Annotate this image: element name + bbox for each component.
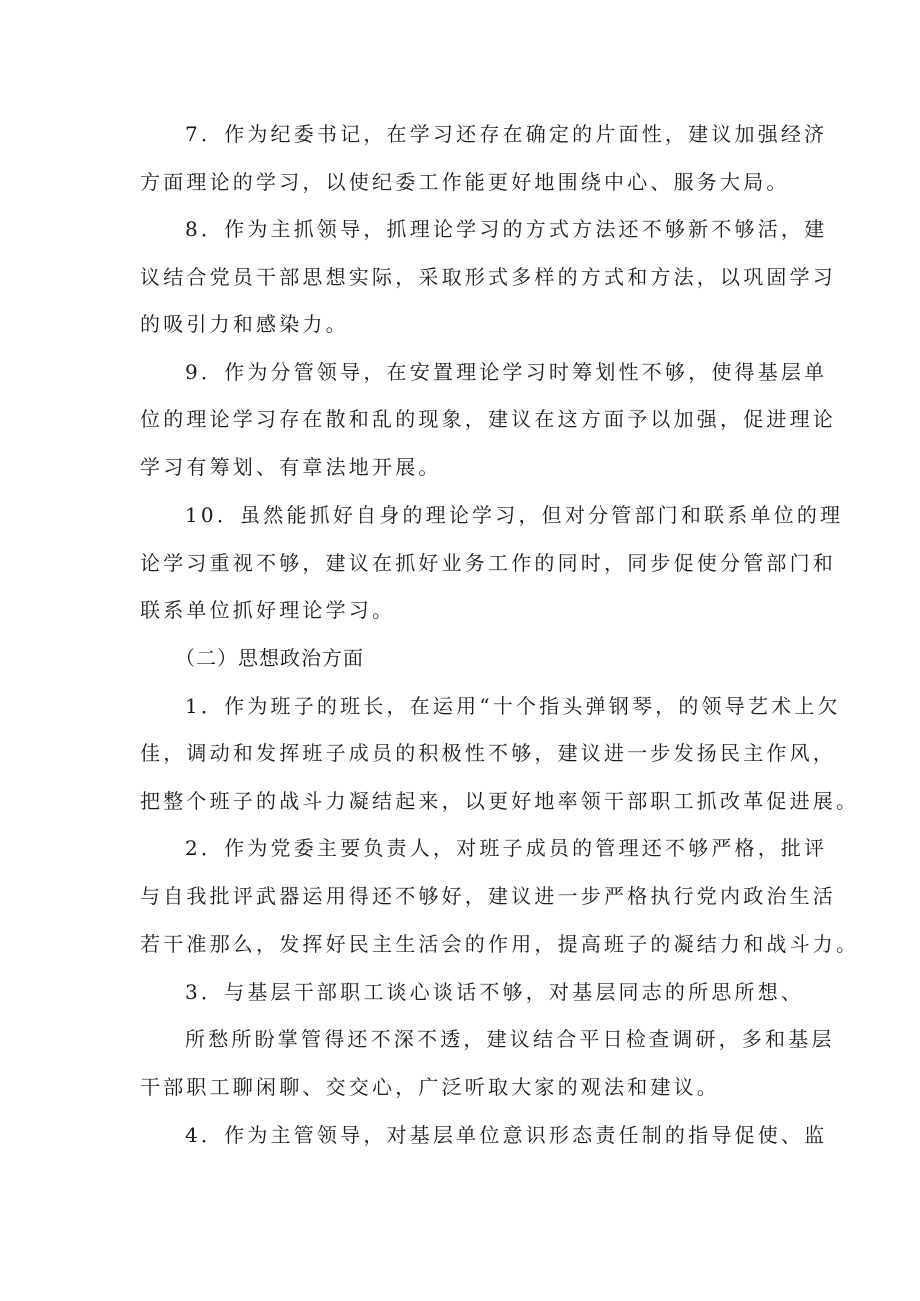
paragraph-1-line-2: 佳，调动和发挥班子成员的积极性不够，建议进一步发扬民主作风， <box>140 741 836 765</box>
paragraph-9-line-1: 9．作为分管领导，在安置理论学习时筹划性不够，使得基层单 <box>185 360 828 384</box>
paragraph-3-line-3: 干部职工聊闲聊、交交心，广泛听取大家的观法和建议。 <box>140 1075 720 1099</box>
paragraph-2-line-2: 与自我批评武器运用得还不够好，建议进一步严格执行党内政治生活 <box>140 884 836 908</box>
section-heading: （二）思想政治方面 <box>175 646 364 670</box>
paragraph-10-line-2: 论学习重视不够，建议在抓好业务工作的同时，同步促使分管部门和 <box>140 551 836 575</box>
paragraph-4-line-1: 4．作为主管领导，对基层单位意识形态责任制的指导促使、监 <box>185 1123 828 1147</box>
paragraph-9-line-3: 学习有筹划、有章法地开展。 <box>140 455 442 479</box>
paragraph-7-line-1: 7．作为纪委书记，在学习还存在确定的片面性，建议加强经济 <box>185 122 828 146</box>
paragraph-10-line-3: 联系单位抓好理论学习。 <box>140 598 396 622</box>
paragraph-3-line-2: 所愁所盼掌管得还不深不透，建议结合平日检查调研，多和基层 <box>185 1027 835 1051</box>
paragraph-8-line-2: 议结合党员干部思想实际，采取形式多样的方式和方法，以巩固学习 <box>140 265 836 289</box>
paragraph-10-line-1: 10．虽然能抓好自身的理论学习，但对分管部门和联系单位的理 <box>185 503 844 527</box>
paragraph-3-line-1: 3．与基层干部职工谈心谈话不够，对基层同志的所思所想、 <box>185 980 805 1004</box>
paragraph-7-line-2: 方面理论的学习，以使纪委工作能更好地围绕中心、服务大局。 <box>140 170 790 194</box>
paragraph-2-line-3: 若干准那么，发挥好民主生活会的作用，提高班子的凝结力和战斗力。 <box>140 932 860 956</box>
paragraph-8-line-3: 的吸引力和感染力。 <box>140 312 349 336</box>
paragraph-9-line-2: 位的理论学习存在散和乱的现象，建议在这方面予以加强，促进理论 <box>140 407 836 431</box>
paragraph-8-line-1: 8．作为主抓领导，抓理论学习的方式方法还不够新不够活，建 <box>185 217 828 241</box>
paragraph-2-line-1: 2．作为党委主要负责人，对班子成员的管理还不够严格，批评 <box>185 836 828 860</box>
paragraph-1-line-3: 把整个班子的战斗力凝结起来，以更好地率领干部职工抓改革促进展。 <box>140 789 860 813</box>
paragraph-1-line-1: 1．作为班子的班长，在运用“十个指头弹钢琴，的领导艺术上欠 <box>185 694 841 718</box>
